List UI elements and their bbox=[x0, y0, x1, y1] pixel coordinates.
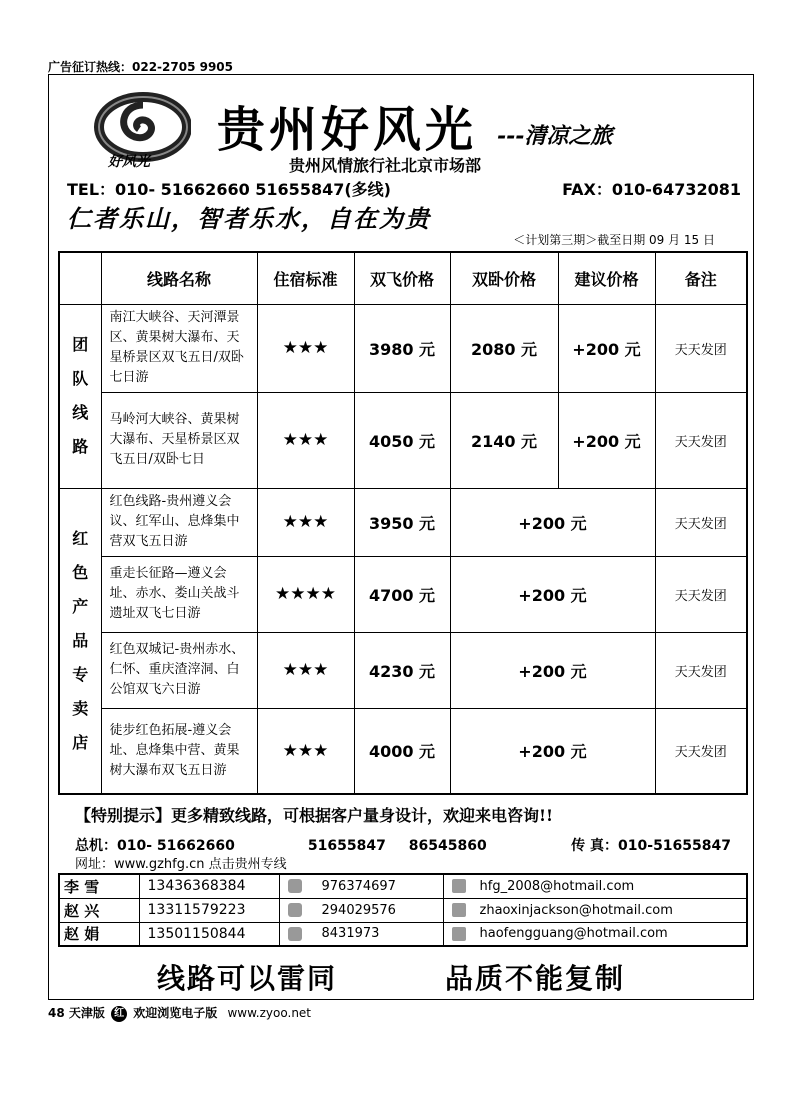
col-route-name: 线路名称 bbox=[101, 252, 257, 304]
main-fax-line: 传 真：010-51655847 bbox=[571, 838, 731, 854]
contact-email-cell bbox=[443, 898, 747, 922]
contact-email-cell bbox=[443, 874, 747, 898]
msn-icon bbox=[452, 879, 466, 893]
ad-hotline: 广告征订热线：022-2705 9905 bbox=[48, 60, 234, 74]
col-train-price: 双卧价格 bbox=[450, 252, 558, 304]
motto-right: 品质不能复制 bbox=[445, 962, 626, 995]
fly-price: 3980 元 bbox=[354, 304, 450, 392]
hotel-stars: ★★★ bbox=[257, 304, 354, 392]
suggest-price: +200 元 bbox=[450, 556, 655, 632]
table-row bbox=[59, 392, 747, 488]
qq-icon bbox=[288, 879, 302, 893]
note: 天天发团 bbox=[655, 708, 747, 794]
qq-icon bbox=[288, 927, 302, 941]
route-name: 重走长征路—遵义会址、赤水、娄山关战斗遗址双飞七日游 bbox=[101, 556, 257, 632]
table-row bbox=[59, 488, 747, 556]
contact-qq: 976374697 bbox=[321, 878, 396, 894]
contacts-table bbox=[58, 873, 748, 947]
col-note: 备注 bbox=[655, 252, 747, 304]
hotel-stars: ★★★ bbox=[257, 708, 354, 794]
col-suggest-price: 建议价格 bbox=[558, 252, 655, 304]
contact-qq-cell bbox=[279, 898, 443, 922]
contact-row bbox=[59, 898, 747, 922]
note: 天天发团 bbox=[655, 556, 747, 632]
page-footer bbox=[48, 1004, 311, 1022]
main-phone-3: 86545860 bbox=[408, 838, 487, 854]
fly-price: 4050 元 bbox=[354, 392, 450, 488]
red-badge-icon: 红 bbox=[111, 1006, 127, 1022]
note: 天天发团 bbox=[655, 304, 747, 392]
hotel-stars: ★★★ bbox=[257, 488, 354, 556]
note: 天天发团 bbox=[655, 392, 747, 488]
tel-line: TEL：010- 51662660 51655847(多线) bbox=[67, 180, 391, 199]
contact-name: 赵 娟 bbox=[59, 922, 139, 946]
train-price: 2140 元 bbox=[450, 392, 558, 488]
note: 天天发团 bbox=[655, 632, 747, 708]
note: 天天发团 bbox=[655, 488, 747, 556]
route-name: 南江大峡谷、天河潭景区、黄果树大瀑布、天星桥景区双飞五日/双卧七日游 bbox=[101, 304, 257, 392]
deadline-note: ＜计划第三期＞截至日期 09 月 15 日 bbox=[513, 233, 715, 247]
suggest-price: +200 元 bbox=[450, 708, 655, 794]
contact-qq-cell bbox=[279, 874, 443, 898]
route-name: 红色线路-贵州遵义会议、红军山、息烽集中营双飞五日游 bbox=[101, 488, 257, 556]
msn-icon bbox=[452, 927, 466, 941]
motto-left: 线路可以雷同 bbox=[157, 962, 338, 995]
slogan: 仁者乐山，智者乐水，自在为贵 bbox=[67, 204, 431, 233]
col-fly-price: 双飞价格 bbox=[354, 252, 450, 304]
logo-caption: 好风光 bbox=[108, 154, 150, 170]
fly-price: 4230 元 bbox=[354, 632, 450, 708]
contact-name: 赵 兴 bbox=[59, 898, 139, 922]
contact-qq: 8431973 bbox=[321, 926, 380, 942]
main-phone-2: 51655847 bbox=[307, 838, 386, 854]
suggest-price: +200 元 bbox=[450, 632, 655, 708]
route-table bbox=[58, 251, 748, 795]
msn-icon bbox=[452, 903, 466, 917]
fax-line: FAX：010-64732081 bbox=[562, 180, 741, 199]
contact-row bbox=[59, 922, 747, 946]
qq-icon bbox=[288, 903, 302, 917]
fly-price: 4000 元 bbox=[354, 708, 450, 794]
brand-title: 贵州好风光 bbox=[217, 102, 478, 158]
col-hotel: 住宿标准 bbox=[257, 252, 354, 304]
contact-phone: 13311579223 bbox=[139, 898, 279, 922]
footer-url[interactable]: www.zyoo.net bbox=[227, 1006, 312, 1020]
table-header-row bbox=[59, 252, 747, 304]
hotel-stars: ★★★★ bbox=[257, 556, 354, 632]
contact-email: zhaoxinjackson@hotmail.com bbox=[479, 902, 673, 918]
fly-price: 3950 元 bbox=[354, 488, 450, 556]
category-red-products: 红色产品专卖店 bbox=[59, 488, 101, 794]
train-price: 2080 元 bbox=[450, 304, 558, 392]
route-name: 红色双城记-贵州赤水、仁怀、重庆渣滓洞、白公馆双飞六日游 bbox=[101, 632, 257, 708]
route-name: 马岭河大峡谷、黄果树大瀑布、天星桥景区双飞五日/双卧七日 bbox=[101, 392, 257, 488]
footer-text: 欢迎浏览电子版 bbox=[133, 1006, 218, 1020]
table-row bbox=[59, 556, 747, 632]
brand-subtitle: ---清凉之旅 bbox=[497, 123, 613, 149]
website-line: 网址：www.gzhfg.cn 点击贵州专线 bbox=[75, 857, 287, 872]
contact-phone: 13501150844 bbox=[139, 922, 279, 946]
contact-email: haofengguang@hotmail.com bbox=[479, 926, 668, 942]
main-phone-line bbox=[75, 835, 487, 855]
contact-phone: 13436368384 bbox=[139, 874, 279, 898]
ad-frame bbox=[48, 74, 754, 1000]
suggest-price: +200 元 bbox=[450, 488, 655, 556]
hotel-stars: ★★★ bbox=[257, 392, 354, 488]
main-phone-label: 总机：010- 51662660 bbox=[75, 838, 235, 854]
suggest-price: +200 元 bbox=[558, 304, 655, 392]
contact-email: hfg_2008@hotmail.com bbox=[479, 878, 635, 894]
contact-name: 李 雪 bbox=[59, 874, 139, 898]
contact-qq: 294029576 bbox=[321, 902, 396, 918]
contact-email-cell bbox=[443, 922, 747, 946]
special-tip: 【特别提示】更多精致线路，可根据客户量身设计，欢迎来电咨询!! bbox=[75, 806, 554, 825]
contact-qq-cell bbox=[279, 922, 443, 946]
category-group-tours: 团队线路 bbox=[59, 304, 101, 488]
table-row bbox=[59, 708, 747, 794]
page-number: 48 天津版 bbox=[48, 1006, 105, 1020]
table-row bbox=[59, 632, 747, 708]
contact-row bbox=[59, 874, 747, 898]
suggest-price: +200 元 bbox=[558, 392, 655, 488]
agency-name: 贵州风情旅行社北京市场部 bbox=[289, 156, 482, 175]
route-name: 徒步红色拓展-遵义会址、息烽集中营、黄果树大瀑布双飞五日游 bbox=[101, 708, 257, 794]
hotel-stars: ★★★ bbox=[257, 632, 354, 708]
fly-price: 4700 元 bbox=[354, 556, 450, 632]
table-row bbox=[59, 304, 747, 392]
